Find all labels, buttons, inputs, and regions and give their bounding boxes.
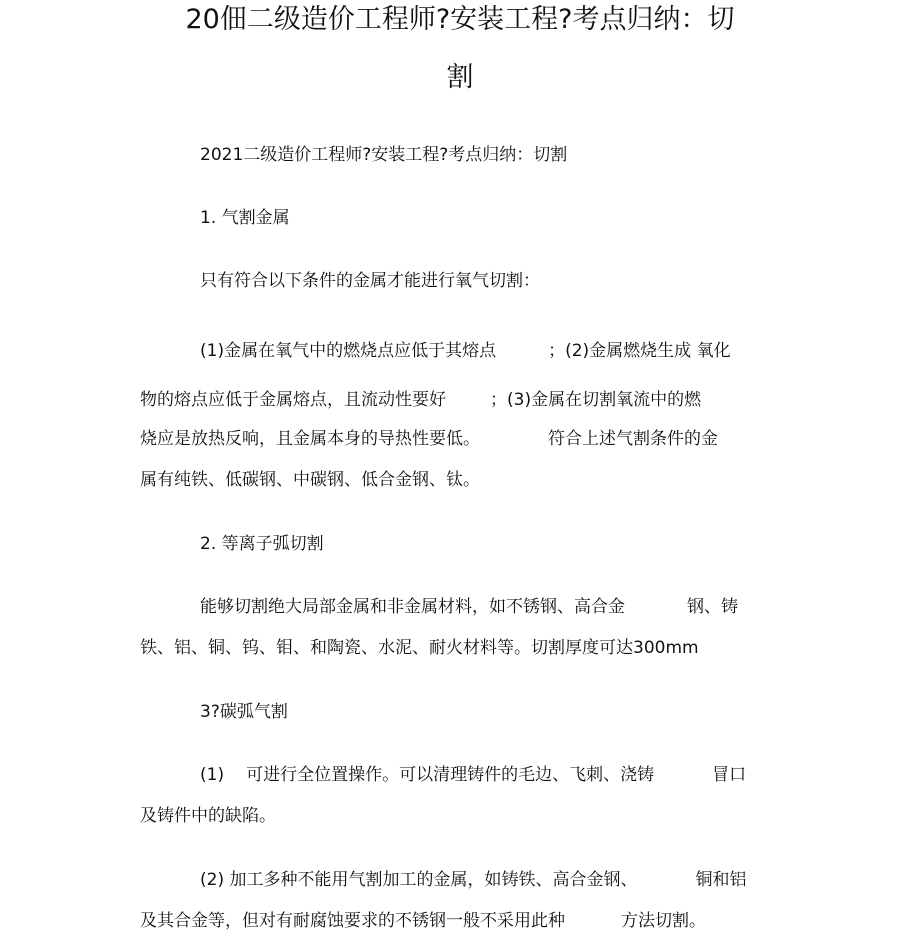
text-segment: 冒口 <box>712 765 747 785</box>
text-segment: 铜和铝 <box>695 870 747 890</box>
text-segment: 钢、铸 <box>687 597 738 617</box>
text-segment: 烧应是放热反响，且金属本身的导热性要低。 <box>140 429 480 449</box>
text-segment: (1)金属在氧气中的燃烧点应低于其熔点 <box>200 341 497 361</box>
section-2-paragraph-line-2: 铁、铝、铜、钨、钼、和陶瓷、水泥、耐火材料等。切割厚度可达300mm <box>140 638 699 658</box>
section-3-heading: 3?碳弧气割 <box>200 702 288 722</box>
text-segment: 能够切割绝大局部金属和非金属材料，如不锈钢、高合金 <box>200 597 625 617</box>
section-1-paragraph-line-3 <box>140 428 718 450</box>
document-title-line-1: 20佃二级造价工程师?安装工程?考点归纳：切 <box>185 4 735 35</box>
section-1-paragraph-line-2 <box>140 389 701 411</box>
text-segment: 方法切割。 <box>621 911 706 931</box>
text-segment: ；(3)金属在切割氧流中的燃 <box>490 390 702 410</box>
text-segment: 符合上述气割条件的金 <box>548 429 718 449</box>
text-segment: ；(2)金属燃烧生成 氧化 <box>548 341 731 361</box>
text-segment: (2) 加工多种不能用气割加工的金属，如铸铁、高合金钢、 <box>200 870 638 890</box>
section-2-heading: 2. 等离子弧切割 <box>200 534 324 554</box>
item-number: (1) <box>200 765 225 785</box>
text-segment: 物的熔点应低于金属熔点，且流动性要好 <box>140 390 446 410</box>
document-title-line-2: 割 <box>446 62 474 93</box>
section-3-item-2-line-2 <box>140 910 706 932</box>
section-1-paragraph-line-1 <box>200 340 731 362</box>
text-segment: 及其合金等，但对有耐腐蚀要求的不锈钢一般不采用此种 <box>140 911 565 931</box>
section-3-item-2-line-1 <box>200 869 746 891</box>
section-1-heading: 1. 气割金属 <box>200 208 290 228</box>
section-1-intro: 只有符合以下条件的金属才能进行氧气切割： <box>200 271 540 291</box>
section-1-paragraph-line-4: 属有纯铁、低碳钢、中碳钢、低合金钢、钛。 <box>140 470 480 490</box>
section-3-item-1-line-2: 及铸件中的缺陷。 <box>140 806 276 826</box>
section-3-item-1-line-1 <box>200 764 746 786</box>
text-segment: 可进行全位置操作。可以清理铸件的毛边、飞刺、浇铸 <box>246 765 655 785</box>
section-2-paragraph-line-1 <box>200 596 738 618</box>
document-subtitle: 2021二级造价工程师?安装工程?考点归纳：切割 <box>200 145 568 165</box>
